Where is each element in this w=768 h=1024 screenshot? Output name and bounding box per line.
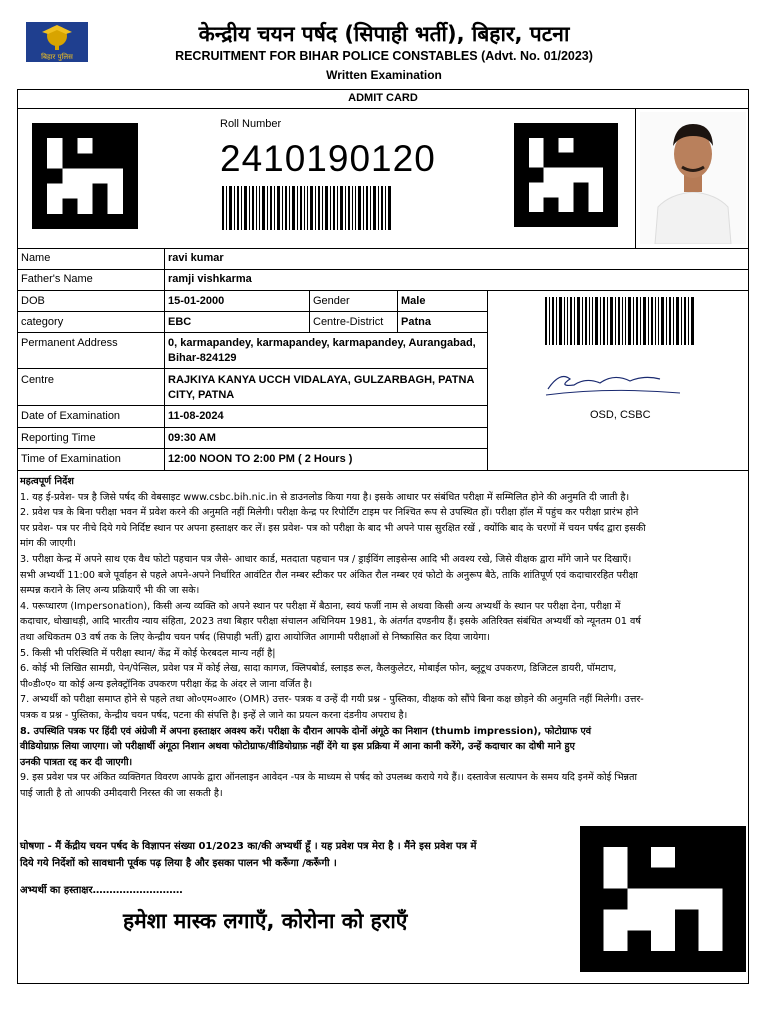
title-hindi: केन्द्रीय चयन पर्षद (सिपाही भर्ती), बिहार, पटना [198, 22, 570, 46]
reporting-time-value: 09:30 AM [168, 432, 216, 444]
instruction-8c: उनकी पात्रता रद्द कर दी जाएगी। [20, 756, 133, 768]
declaration-line-2: दिये गये निर्देशों को सावधानी पूर्वक पढ़ लिया है और इसका पालन भी करूँगा /करूँगी । [20, 858, 337, 869]
centre-line-2: CITY, PATNA [168, 389, 235, 401]
exam-date-label: Date of Examination [21, 410, 121, 422]
category-value: EBC [168, 316, 192, 328]
instruction-3a: 3. परीक्षा केन्द्र में अपने साथ एक वैध फोटो पहचान पत्र जैसे- आधार कार्ड, मतदाता पहचान पत्र / ड्राईविंग लाइसेन्स आदि भी अवश्य रखे, जिसे वीक्षक द्वारा माँगे जाने पर दिखाएँ। [20, 553, 632, 565]
instruction-1: 1. यह ई-प्रवेश- पत्र है जिसे पर्षद की वेबसाइट www.csbc.bih.nic.in से डाउनलोड किया गया है। इसके आधार पर संबंधित परीक्षा में सम्मिलित होने की अनुमति दी जाती है। [20, 491, 630, 503]
gender-label: Gender [313, 295, 350, 307]
gender-value: Male [401, 295, 426, 307]
permanent-address-label: Permanent Address [21, 337, 118, 349]
qr-code-bottom [580, 826, 746, 972]
instruction-3b: सभी अभ्यर्थी 11:00 बजे पूर्वाहन से पहले अपने-अपने निर्धारित आवंटित रौल नम्बर स्टीकर पर अंकित रौल नम्बर एवं फोटो के अनुरूप बैठे, ताकि शांतिपूर्ण एवं कदाचाररहित परीक्षा [20, 569, 638, 581]
mask-slogan: हमेशा मास्क लगाएँ, कोरोना को हराएँ [123, 909, 408, 933]
name-label: Name [21, 252, 51, 264]
instructions-heading: महत्वपूर्ण निर्देश [20, 476, 74, 487]
instruction-4b: कदाचार, धोखाधड़ी, आदि भारतीय न्याय संहिता, 2023 तथा बिहार परीक्षा संचालन अधिनियम 1981, के अंतर्गत दण्डनीय हैं। इसके अतिरिक्त संबंधित अभ्यर्थी को न्यूनतम 01 वर्ष [20, 616, 641, 628]
father-name-label: Father's Name [21, 273, 93, 285]
centre-line-1: RAJKIYA KANYA UCCH VIDALAYA, GULZARBAGH, PATNA [168, 374, 475, 386]
candidate-photo [640, 112, 746, 244]
exam-date-value: 11-08-2024 [168, 410, 224, 422]
father-name-value: ramji vishkarma [168, 273, 252, 285]
exam-time-label: Time of Examination [21, 453, 121, 465]
roll-number: 2410190120 [220, 138, 436, 179]
declaration-line-1: घोषणा - मैं केंद्रीय चयन पर्षद के विज्ञापन संख्या 01/2023 का/की अभ्यर्थी हूँ । यह प्रवेश पत्र मेरा है । मैंने इस प्रवेश पत्र में [20, 841, 477, 852]
candidate-signature-line: अभ्यर्थी का हस्ताक्षर……………………… [20, 885, 183, 896]
instruction-2b: पर प्रवेश- पत्र पर नीचे दिये गये निर्दिष्ट स्थान पर अपना हस्ताक्षर कर लें। इस प्रवेश- पत्र को परीक्षा के बाद भी अपने पास सुरक्षित रखें , क्योंकि बाद के चरणों में चयन पर्षद द्वारा इसकी [20, 522, 646, 534]
roll-number-label: Roll Number [220, 118, 282, 130]
address-line-1: 0, karmapandey, karmapandey, karmapandey, Aurangabad, [168, 337, 476, 349]
qr-code-right [514, 123, 618, 227]
qr-code-left [32, 123, 138, 229]
instruction-9b: पाई जाती है तो आपकी उमीदवारी निरस्त की जा सकती है। [20, 787, 223, 799]
logo-text: बिहार पुलिस [41, 53, 73, 61]
instruction-9a: 9. इस प्रवेश पत्र पर अंकित व्यक्तिगत विवरण आपके द्वारा ऑनलाइन आवेदन -पत्र के माध्यम से पर्षद को उपलब्ध कराये गये हैं।। दस्तावेज सत्यापन के समय यदि इनमें कोई भिन्नता [20, 772, 637, 784]
title-english: RECRUITMENT FOR BIHAR POLICE CONSTABLES (Advt. No. 01/2023) [175, 49, 593, 63]
instruction-6b: पी०डी०ए० या कोई अन्य इलेक्ट्रॉनिक उपकरण परीक्षा केंद्र के अंदर ले जाना वर्जित है। [20, 678, 313, 690]
osd-designation: OSD, CSBC [590, 409, 651, 421]
instruction-2a: 2. प्रवेश पत्र के बिना परीक्षा भवन में प्रवेश करने की अनुमति नहीं मिलेगी। परीक्षा केन्द्र पर रिपोर्टिंग टाइम पर निश्चित रूप से उपस्थित हों। परीक्षा हॉल में पहुंच कर परीक्षा प्रारंभ होने [20, 507, 639, 519]
instruction-4a: 4. परूप्धारण (Impersonation), किसी अन्य व्यक्ति को अपने स्थान पर परीक्षा में बैठाना, स्वयं फर्जी नाम से अथवा किसी अन्य अभ्यर्थी के स्थान पर परीक्षा देना, परीक्षा में [20, 600, 621, 612]
centre-district-label: Centre-District [313, 316, 384, 328]
roll-barcode [222, 186, 392, 230]
osd-signature [540, 365, 690, 401]
name-value: ravi kumar [168, 252, 224, 264]
instruction-6a: 6. कोई भी लिखित सामग्री, पेन/पेन्सिल, प्रवेश पत्र में कोई लेख, सादा कागज, क्लिपबोर्ड, स्लाइड रूल, कैलकुलेटर, मोबाईल फोन, ब्लूटूथ उपकरण, डिजिटल डायरी, पॉमटाप, [20, 663, 617, 675]
instruction-4c: तथा अधिकतम 03 वर्ष तक के लिए केन्द्रीय चयन पर्षद (सिपाही भर्ती) द्वारा आयोजित आगामी परीक्षाओं से निष्कासित कर दिया जायेगा। [20, 631, 490, 643]
declaration [20, 838, 565, 872]
centre-label: Centre [21, 374, 55, 386]
instruction-5: 5. किसी भी परिस्थिति में परीक्षा स्थान/ केंद्र में कोई फेरबदल मान्य नहीं है| [20, 647, 276, 659]
candidate-barcode [545, 297, 695, 345]
address-line-2: Bihar-824129 [168, 352, 237, 364]
instruction-2c: मांग की जाएगी। [20, 538, 77, 550]
admit-card-label: ADMIT CARD [348, 92, 418, 104]
reporting-time-label: Reporting Time [21, 432, 96, 444]
centre-district-value: Patna [401, 316, 431, 328]
dob-label: DOB [21, 295, 45, 307]
instruction-8b: वीडियोग्राफ़ लिया जाएगा। जो परीक्षार्थी अंगूठा निशान अथवा फोटोग्राफ/वीडियोग्राफ़ नहीं देंगे या इस प्रक्रिया में आना कानी करेंगे, उन्हें कदाचार का दोषी माने हुए [20, 741, 575, 753]
exam-time-value: 12:00 NOON TO 2:00 PM ( 2 Hours ) [168, 453, 353, 465]
instructions-section [20, 474, 746, 801]
exam-subtitle: Written Examination [326, 68, 442, 82]
instruction-7b: पत्रक व प्रश्न - पुस्तिका, केन्द्रीय चयन पर्षद, पटना की संपत्ति है। इन्हें ले जाने का प्रयत्न करना दंडनीय अपराध है। [20, 709, 408, 721]
instruction-3c: सम्पन्न कराने के लिए अन्य प्रक्रियाएँ भी की जा सके। [20, 585, 200, 597]
dob-value: 15-01-2000 [168, 295, 225, 307]
instruction-8a: 8. उपस्थिति पत्रक पर हिंदी एवं अंग्रेजी में अपना हस्ताक्षर अवश्य करें। परीक्षा के दौरान आपके दोनों अंगूठे का निशान (thumb impression), फोटोग्राफ एवं [20, 725, 592, 737]
category-label: category [21, 316, 64, 328]
instruction-7a: 7. अभ्यर्थी को परीक्षा समाप्त होने से पहले तथा ओ०एम०आर० (OMR) उत्तर- पत्रक व उन्हें दी गयी प्रश्न - पुस्तिका, वीक्षक को सौंपे बिना कक्ष छोड़ने की अनुमति नहीं मिलेगी। उत्तर- [20, 694, 644, 706]
